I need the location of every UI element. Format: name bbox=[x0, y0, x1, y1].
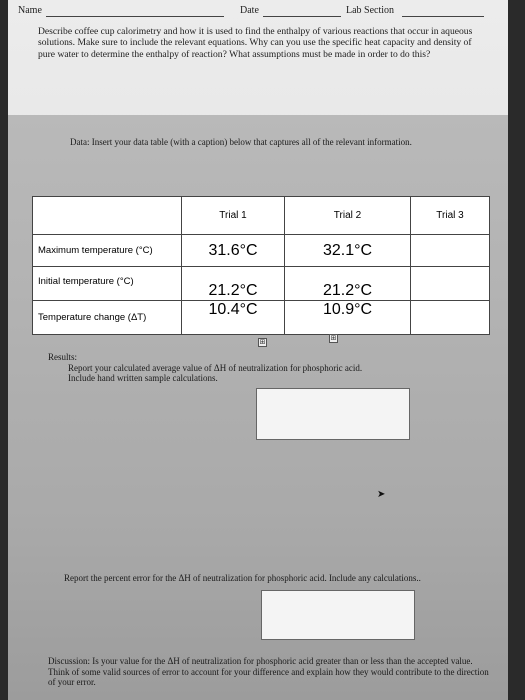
discussion-label: Discussion: bbox=[48, 656, 91, 666]
cell-temp-change-trial-3[interactable] bbox=[411, 301, 490, 335]
data-table bbox=[32, 196, 490, 335]
results-heading: Results: bbox=[48, 352, 78, 362]
table-row bbox=[33, 267, 490, 301]
mouse-cursor-icon: ➤ bbox=[377, 489, 386, 500]
percent-error-prompt: Report the percent error for the ΔH of neutralization for phosphoric acid. Include any calculations.. bbox=[64, 573, 421, 583]
worksheet-page bbox=[8, 0, 508, 700]
cell-initial-temp-trial-1[interactable]: 21.2°C bbox=[182, 267, 285, 301]
intro-question: Describe coffee cup calorimetry and how it is used to find the enthalpy of various reactions that occur in aqueous solutions. Make sure to include the relevant equations. Why can you use the specific heat capacity and density of pure water to determine the enthalpy of reaction? What assumptions must be made in order to do this? bbox=[38, 26, 473, 60]
table-header-row bbox=[33, 197, 490, 235]
row-label-initial-temp[interactable]: Initial temperature (°C) bbox=[33, 267, 182, 301]
cell-max-temp-trial-3[interactable] bbox=[411, 235, 490, 267]
worksheet-header bbox=[8, 2, 508, 18]
lab-section-label: Lab Section bbox=[346, 5, 395, 16]
table-row bbox=[33, 235, 490, 267]
name-line[interactable] bbox=[46, 16, 224, 17]
results-line-1: Report your calculated average value of ΔH of neutralization for phosphoric acid. bbox=[68, 362, 363, 373]
table-header-trial-1[interactable]: Trial 1 bbox=[182, 197, 285, 235]
table-header-trial-3[interactable]: Trial 3 bbox=[411, 197, 490, 235]
row-label-temp-change[interactable]: Temperature change (ΔT) bbox=[33, 301, 182, 335]
cell-temp-change-trial-1[interactable]: 10.4°C bbox=[182, 301, 285, 335]
name-label: Name bbox=[18, 5, 42, 16]
cell-initial-temp-trial-3[interactable] bbox=[411, 267, 490, 301]
table-header-trial-2[interactable]: Trial 2 bbox=[285, 197, 411, 235]
cell-max-temp-trial-2[interactable]: 32.1°C bbox=[285, 235, 411, 267]
results-answer-box[interactable] bbox=[256, 388, 410, 440]
results-line-2: Include hand written sample calculations. bbox=[68, 373, 218, 383]
lab-section-line[interactable] bbox=[402, 16, 484, 17]
cell-temp-change-trial-2[interactable]: 10.9°C bbox=[285, 301, 411, 335]
expand-icon[interactable]: ⊞ bbox=[259, 338, 266, 346]
cell-max-temp-trial-1[interactable]: 31.6°C bbox=[182, 235, 285, 267]
data-prompt: Data: Insert your data table (with a caption) below that captures all of the relevant information. bbox=[70, 137, 412, 147]
results-section bbox=[48, 352, 468, 384]
row-label-max-temp[interactable]: Maximum temperature (°C) bbox=[33, 235, 182, 267]
cell-initial-temp-trial-2[interactable]: 21.2°C bbox=[285, 267, 411, 301]
table-row bbox=[33, 301, 490, 335]
table-corner-cell[interactable] bbox=[33, 197, 182, 235]
date-line[interactable] bbox=[263, 16, 341, 17]
expand-icon[interactable]: ⊞ bbox=[330, 334, 337, 342]
percent-error-answer-box[interactable] bbox=[261, 590, 415, 640]
discussion-section bbox=[48, 656, 493, 688]
date-label: Date bbox=[240, 5, 259, 16]
discussion-text: Is your value for the ΔH of neutralization for phosphoric acid greater than or less than the accepted value. Think of some valid sources of error to account for your difference and explain how they would contribute to the direction of your error. bbox=[48, 656, 489, 687]
